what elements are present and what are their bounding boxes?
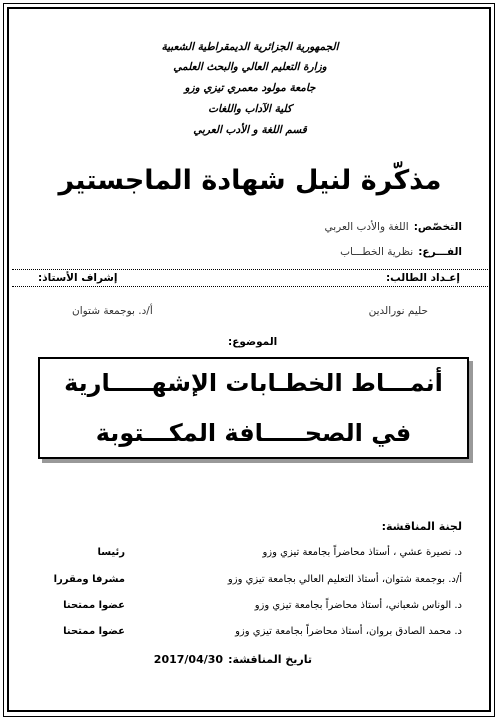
student-label: إعـداد الطالب:: [385, 272, 460, 284]
topic-label: الموضوع:: [228, 336, 278, 348]
member-name: د. الوناس شعباني، أستاذ محاضراً بجامعة تيزي وزو: [254, 600, 462, 611]
member-role: عضوا ممتحنا: [63, 600, 125, 611]
divider-bottom: [12, 286, 490, 287]
thesis-title: مذكّرة لنيل شهادة الماجستير: [58, 165, 442, 196]
header-university: جامعة مولود معمري تيزي وزو: [184, 82, 316, 94]
topic-line-1: أنمـــاط الخطـابات الإشهـــــارية: [64, 369, 443, 397]
topic-line-2: في الصحـــــافة المكـــتوبة: [95, 419, 412, 447]
header-republic: الجمهورية الجزائرية الديمقراطية الشعبية: [161, 41, 339, 53]
header-ministry: وزارة التعليم العالي والبحث العلمي: [173, 61, 327, 73]
header-faculty: كلية الآداب واللغات: [208, 103, 292, 115]
specialty-label: التخصّص:: [413, 221, 462, 233]
student-name: حليم نورالدين: [368, 305, 428, 317]
member-role: رئيسا: [97, 547, 125, 558]
divider-top: [12, 269, 490, 270]
member-name: أ/د. بوجمعة شتوان، أستاذ التعليم العالي بجامعة تيزي وزو: [227, 574, 462, 585]
member-name: د. محمد الصادق بروان، أستاذ محاضراً بجامعة تيزي وزو: [235, 626, 462, 637]
defense-date-label: تاريخ المناقشة:: [228, 653, 312, 666]
specialty-value: اللغة والأدب العربي: [324, 221, 409, 233]
topic-box: [38, 357, 469, 459]
branch-value: نظرية الخطـــاب: [340, 246, 414, 258]
supervisor-name: أ/د. بوجمعة شتوان: [72, 305, 153, 317]
member-role: عضوا ممتحنا: [63, 626, 125, 637]
defense-date-row: [154, 648, 312, 667]
specialty-row: [324, 215, 462, 234]
header-department: قسم اللغة و الأدب العربي: [193, 124, 307, 136]
defense-date-value: 2017/04/30: [153, 653, 224, 666]
branch-row: [340, 240, 462, 259]
supervisor-label: إشراف الأستاذ:: [38, 272, 118, 284]
member-name: د. نصيرة عشي ، أستاذ محاضراً بجامعة تيزي وزو: [262, 547, 462, 558]
branch-label: الفـــرع:: [418, 246, 462, 258]
member-role: مشرفا ومقررا: [53, 574, 125, 585]
committee-title: لجنة المناقشة:: [381, 520, 462, 533]
